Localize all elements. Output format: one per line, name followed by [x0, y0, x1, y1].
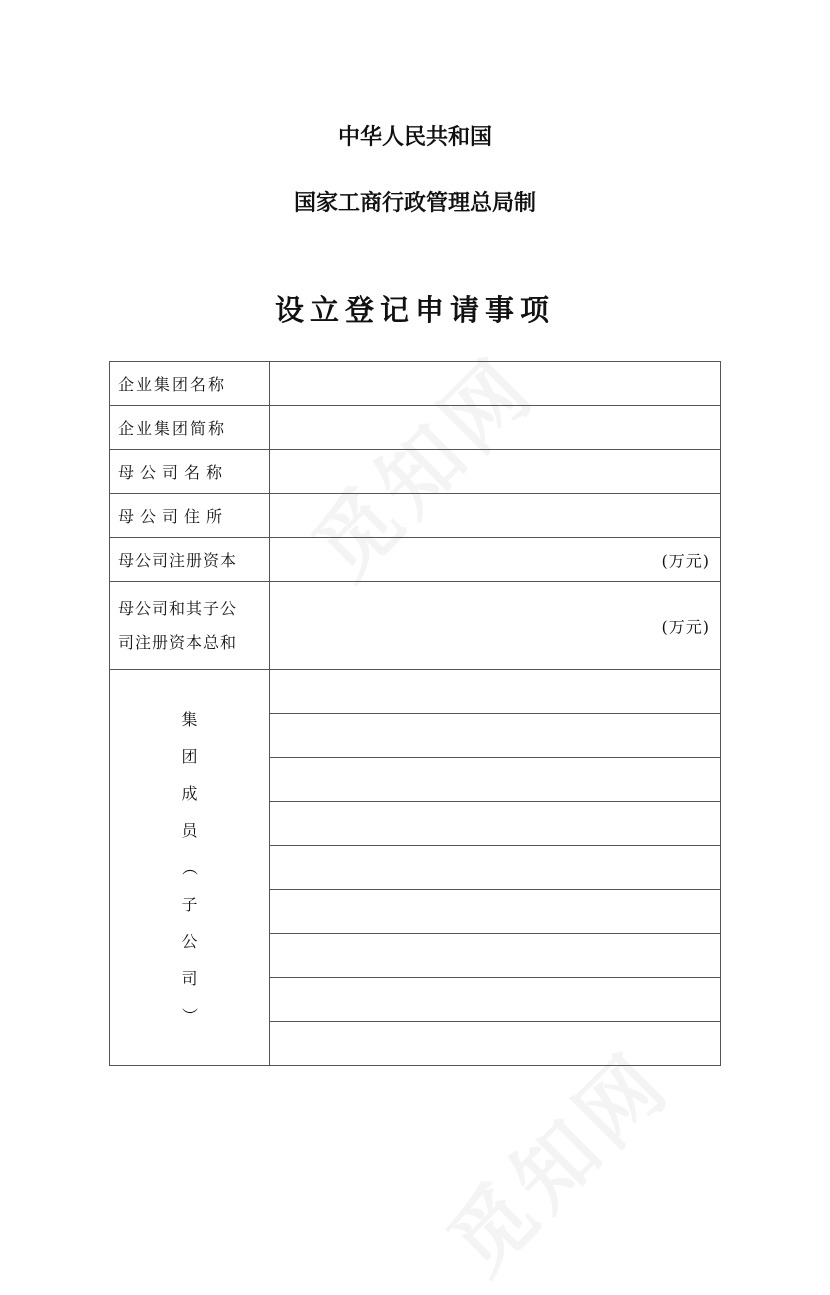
- member-label-char: 公: [181, 932, 198, 951]
- member-field-9[interactable]: [270, 1022, 721, 1066]
- parent-address-label: 母公司住所: [110, 494, 270, 538]
- member-field-3[interactable]: [270, 758, 721, 802]
- member-label-char: ）: [180, 1007, 199, 1024]
- group-name-field[interactable]: [270, 362, 721, 406]
- parent-name-field[interactable]: [270, 450, 721, 494]
- member-label-char: 司: [181, 969, 198, 988]
- parent-name-label: 母公司名称: [110, 450, 270, 494]
- total-capital-label: [110, 582, 270, 670]
- table-row: [110, 670, 721, 714]
- group-short-name-field[interactable]: [270, 406, 721, 450]
- group-name-label: 企业集团名称: [110, 362, 270, 406]
- table-row: [110, 494, 721, 538]
- member-field-1[interactable]: [270, 670, 721, 714]
- member-field-7[interactable]: [270, 934, 721, 978]
- capital-unit: (万元): [661, 551, 710, 570]
- total-capital-unit: (万元): [661, 617, 710, 636]
- parent-capital-field[interactable]: [270, 538, 721, 582]
- group-members-label: [110, 670, 270, 1066]
- total-capital-label-line2: 司注册资本总和: [118, 632, 238, 652]
- member-label-char: 集: [181, 710, 198, 729]
- member-label-char: 子: [181, 895, 198, 914]
- group-short-name-label: 企业集团简称: [110, 406, 270, 450]
- parent-capital-label: 母公司注册资本: [110, 538, 270, 582]
- total-capital-field[interactable]: [270, 582, 721, 670]
- member-field-5[interactable]: [270, 846, 721, 890]
- member-label-char: 团: [181, 747, 198, 766]
- member-field-2[interactable]: [270, 714, 721, 758]
- member-label-char: 员: [181, 821, 198, 840]
- member-field-4[interactable]: [270, 802, 721, 846]
- member-field-8[interactable]: [270, 978, 721, 1022]
- parent-address-field[interactable]: [270, 494, 721, 538]
- table-row: [110, 450, 721, 494]
- table-row: [110, 406, 721, 450]
- page-title: 设立登记申请事项: [274, 293, 555, 327]
- issuer-agency: 国家工商行政管理总局制: [293, 191, 536, 216]
- table-row: [110, 582, 721, 670]
- total-capital-label-line1: 母公司和其子公: [118, 598, 238, 618]
- member-label-char: （: [180, 859, 199, 876]
- registration-form-table: [109, 361, 721, 1066]
- member-field-6[interactable]: [270, 890, 721, 934]
- member-label-char: 成: [181, 784, 198, 803]
- table-row: [110, 362, 721, 406]
- issuer-country: 中华人民共和国: [337, 125, 492, 150]
- table-row: [110, 538, 721, 582]
